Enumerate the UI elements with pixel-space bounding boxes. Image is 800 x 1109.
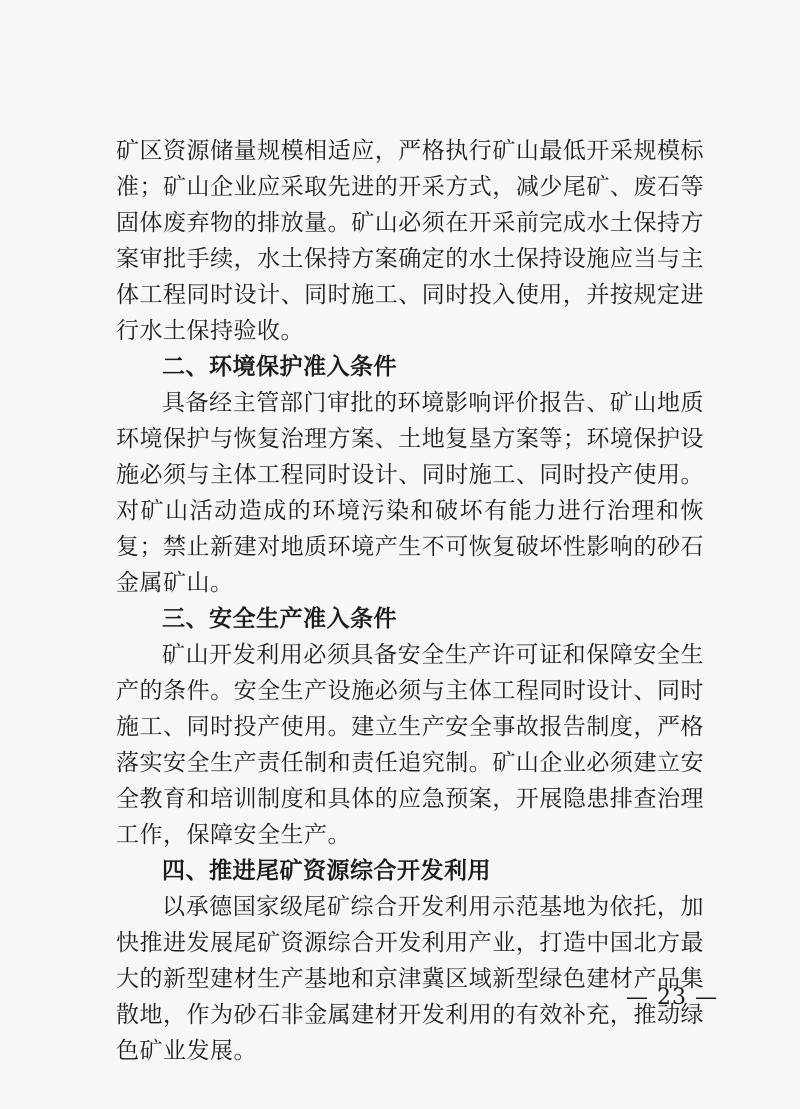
heading-safety-production: 三、安全生产准入条件: [162, 605, 397, 632]
paragraph-water-soil: 矿区资源储量规模相适应，严格执行矿山最低开采规模标准；矿山企业应采取先进的开采方式，减少尾矿、废石等固体废弃物的排放量。矿山必须在开采前完成水土保持方案审批手续，水土保持方案确定的水土保持设施应当与主体工程同时设计、同时施工、同时投入使用，并按规定进行水土保持验收。: [116, 138, 704, 344]
paragraph-tailings-utilization: 以承德国家级尾矿综合开发利用示范基地为依托，加快推进发展尾矿资源综合开发利用产业，打造中国北方最大的新型建材生产基地和京津冀区域新型绿色建材产品集散地，作为砂石非金属建材开发利用的有效补充，推动绿色矿业发展。: [116, 894, 704, 1064]
paragraph-environmental-protection: 具备经主管部门审批的环境影响评价报告、矿山地质环境保护与恢复治理方案、土地复垦方案等；环境保护设施必须与主体工程同时设计、同时施工、同时投产使用。对矿山活动造成的环境污染和破坏有能力进行治理和恢复；禁止新建对地质环境产生不可恢复破坏性影响的砂石金属矿山。: [116, 390, 704, 596]
body-text: [116, 133, 704, 1069]
page-number: — 23 —: [626, 985, 718, 1010]
heading-tailings-utilization: 四、推进尾矿资源综合开发利用: [162, 857, 491, 884]
heading-environmental-protection: 二、环境保护准入条件: [162, 353, 397, 380]
paragraph-safety-production: 矿山开发利用必须具备安全生产许可证和保障安全生产的条件。安全生产设施必须与主体工程同时设计、同时施工、同时投产使用。建立生产安全事故报告制度，严格落实安全生产责任制和责任追究制。矿山企业必须建立安全教育和培训制度和具体的应急预案，开展隐患排查治理工作，保障安全生产。: [116, 642, 704, 848]
